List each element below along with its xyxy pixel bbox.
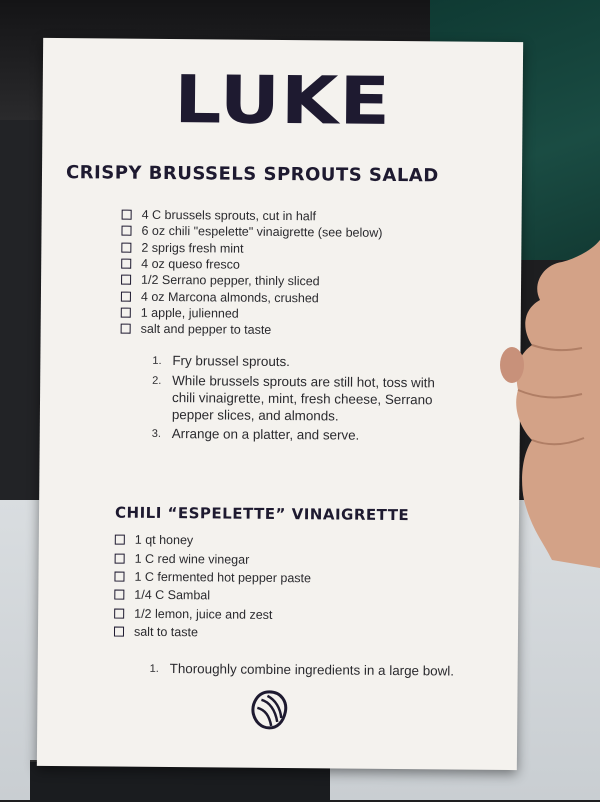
ingredient-item — [121, 321, 382, 340]
ingredient-text: 1/2 lemon, juice and zest — [134, 606, 273, 622]
step-text: Thoroughly combine ingredients in a large bowl. — [169, 661, 455, 679]
checkbox-icon — [121, 275, 131, 285]
recipe-title: CRISPY BRUSSELS SPROUTS SALAD — [65, 162, 439, 187]
ingredient-item — [114, 567, 311, 587]
instruction-step — [152, 352, 452, 373]
checkbox-icon — [121, 226, 131, 236]
ingredient-item — [114, 623, 311, 643]
ingredient-text: salt to taste — [133, 624, 199, 640]
checkbox-icon — [115, 553, 125, 563]
instruction-list — [152, 352, 453, 448]
oyster-icon — [247, 688, 291, 732]
instruction-list — [150, 660, 480, 683]
ingredient-text: 6 oz chili "espelette" vinaigrette (see below) — [141, 224, 383, 241]
ingredient-item — [114, 586, 311, 606]
ingredient-text: 4 C brussels sprouts, cut in half — [141, 207, 317, 224]
ingredient-item — [114, 604, 311, 624]
step-number: 1. — [149, 662, 159, 675]
checkbox-icon — [121, 291, 131, 301]
instruction-step — [152, 425, 452, 446]
hand — [492, 240, 600, 570]
ingredient-text: 4 oz queso fresco — [141, 256, 240, 272]
ingredient-text: 1 C red wine vinegar — [134, 551, 250, 567]
checkbox-icon — [121, 308, 131, 318]
checkbox-icon — [121, 324, 131, 334]
instruction-step — [150, 660, 480, 681]
ingredient-list — [121, 207, 383, 340]
checkbox-icon — [121, 259, 131, 269]
checkbox-icon — [114, 608, 124, 618]
step-text: While brussels sprouts are still hot, toss with chili vinaigrette, mint, fresh cheese, Serrano pepper slices, and almonds. — [171, 373, 435, 424]
ingredient-item — [115, 531, 312, 551]
recipe-title: CHILI “ESPELETTE” VINAIGRETTE — [114, 503, 410, 525]
ingredient-text: 1 apple, julienned — [140, 305, 239, 321]
step-text: Fry brussel sprouts. — [172, 353, 291, 370]
ingredient-text: 1 qt honey — [134, 532, 194, 548]
ingredient-text: 1/2 Serrano pepper, thinly sliced — [141, 273, 320, 289]
step-number: 2. — [152, 374, 162, 387]
checkbox-icon — [114, 572, 124, 582]
ingredient-list — [114, 531, 311, 643]
ingredient-item — [115, 549, 312, 569]
checkbox-icon — [122, 210, 132, 220]
checkbox-icon — [121, 242, 131, 252]
step-number: 3. — [151, 427, 161, 440]
ingredient-text: 1 C fermented hot pepper paste — [134, 569, 312, 586]
checkbox-icon — [115, 535, 125, 545]
step-text: Arrange on a platter, and serve. — [171, 426, 360, 443]
ingredient-text: 4 oz Marcona almonds, crushed — [140, 289, 319, 305]
ingredient-text: 2 sprigs fresh mint — [141, 240, 244, 256]
recipe-card — [37, 38, 523, 770]
checkbox-icon — [114, 627, 124, 637]
ingredient-text: 1/4 C Sambal — [134, 588, 211, 603]
checkbox-icon — [114, 590, 124, 600]
step-number: 1. — [152, 354, 162, 367]
instruction-step — [152, 372, 452, 426]
ingredient-text: salt and pepper to taste — [140, 322, 272, 338]
restaurant-logo: LUKE — [173, 61, 392, 140]
